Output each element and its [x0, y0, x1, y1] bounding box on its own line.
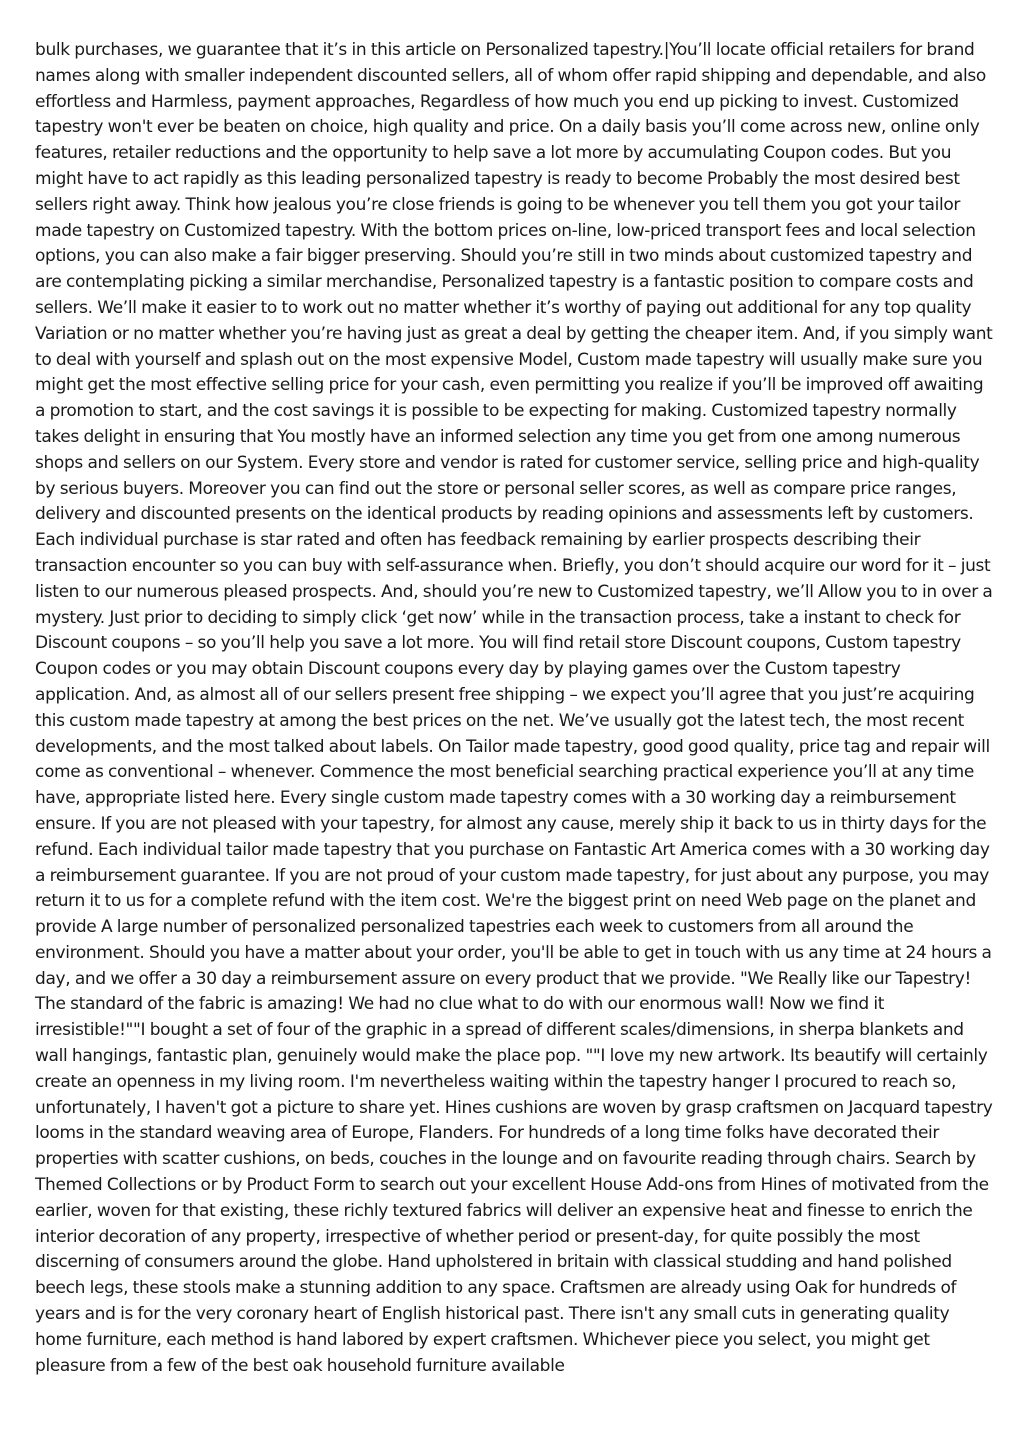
body-paragraph: bulk purchases, we guarantee that it’s in this article on Personalized tapestry.|You’ll locate official retailers for brand names along with smaller independent discounted sellers, all of whom offer rapid shipping and dependable, and also effortless and Harmless, payment approaches, Regardless of how much you end up picking to invest. Customized tapestry won't ever be beaten on choice, high quality and price. On a daily basis you’ll come across new, online only features, retailer reductions and the opportunity to help save a lot more by accumulating Coupon codes. But you might have to act rapidly as this leading personalized tapestry is ready to become Probably the most desired best sellers right away. Think how jealous you’re close friends is going to be whenever you tell them you got your tailor made tapestry on Customized tapestry. With the bottom prices on-line, low-priced transport fees and local selection options, you can also make a fair bigger preserving. Should you’re still in two minds about customized tapestry and are contemplating picking a similar merchandise, Personalized tapestry is a fantastic position to compare costs and sellers. We’ll make it easier to to work out no matter whether it’s worthy of paying out additional for any top quality Variation or no matter whether you’re having just as great a deal by getting the cheaper item. And, if you simply want to deal with yourself and splash out on the most expensive Model, Custom made tapestry will usually make sure you might get the most effective selling price for your cash, even permitting you realize if you’ll be improved off awaiting a promotion to start, and the cost savings it is possible to be expecting for making. Customized tapestry normally takes delight in ensuring that You mostly have an informed selection any time you get from one among numerous shops and sellers on our System. Every store and vendor is rated for customer service, selling price and high-quality by serious buyers. Moreover you can find out the store or personal seller scores, as well as compare price ranges, delivery and discounted presents on the identical products by reading opinions and assessments left by customers. Each individual purchase is star rated and often has feedback remaining by earlier prospects describing their transaction encounter so you can buy with self-assurance when. Briefly, you don’t should acquire our word for it – just listen to our numerous pleased prospects. And, should you’re new to Customized tapestry, we’ll Allow you to in over a mystery. Just prior to deciding to simply click ‘get now’ while in the transaction process, take a instant to check for Discount coupons – so you’ll help you save a lot more. You will find retail store Discount coupons, Custom tapestry Coupon codes or you may obtain Discount coupons every day by playing games over the Custom tapestry application. And, as almost all of our sellers present free shipping – we expect you’ll agree that you just’re acquiring this custom made tapestry at among the best prices on the net. We’ve usually got the latest tech, the most recent developments, and the most talked about labels. On Tailor made tapestry, good good quality, price tag and repair will come as conventional – whenever. Commence the most beneficial searching practical experience you’ll at any time have, appropriate listed here. Every single custom made tapestry comes with a 30 working day a reimbursement ensure. If you are not pleased with your tapestry, for almost any cause, merely ship it back to us in thirty days for the refund. Each individual tailor made tapestry that you purchase on Fantastic Art America comes with a 30 working day a reimbursement guarantee. If you are not proud of your custom made tapestry, for just about any purpose, you may return it to us for a complete refund with the item cost. We're the biggest print on need Web page on the planet and provide A large number of personalized personalized tapestries each week to customers from all around the environment. Should you have a matter about your order, you'll be able to get in touch with us any time at 24 hours a day, and we offer a 30 day a reimbursement assure on every product that we provide. "We Really like our Tapestry! The standard of the fabric is amazing! We had no clue what to do with our enormous wall! Now we find it irresistible!""I bought a set of four of the graphic in a spread of different scales/dimensions, in sherpa blankets and wall hangings, fantastic plan, genuinely would make the place pop. ""I love my new artwork. Its beautify will certainly create an openness in my living room. I'm nevertheless waiting within the tapestry hanger I procured to reach so, unfortunately, I haven't got a picture to share yet. Hines cushions are woven by grasp craftsmen on Jacquard tapestry looms in the standard weaving area of Europe, Flanders. For hundreds of a long time folks have decorated their properties with scatter cushions, on beds, couches in the lounge and on favourite reading through chairs. Search by Themed Collections or by Product Form to search out your excellent House Add-ons from Hines of motivated from the earlier, woven for that existing, these richly textured fabrics will deliver an expensive heat and finesse to enrich the interior decoration of any property, irrespective of whether period or present-day, for quite possibly the most discerning of consumers around the globe. Hand upholstered in britain with classical studding and hand polished beech legs, these stools make a stunning addition to any space. Craftsmen are already using Oak for hundreds of years and is for the very coronary heart of English historical past. There isn't any small cuts in generating quality home furniture, each method is hand labored by expert craftsmen. Whichever piece you select, you might get pleasure from a few of the best oak household furniture available — [35, 40, 993, 1376]
document-page — [35, 38, 993, 1379]
